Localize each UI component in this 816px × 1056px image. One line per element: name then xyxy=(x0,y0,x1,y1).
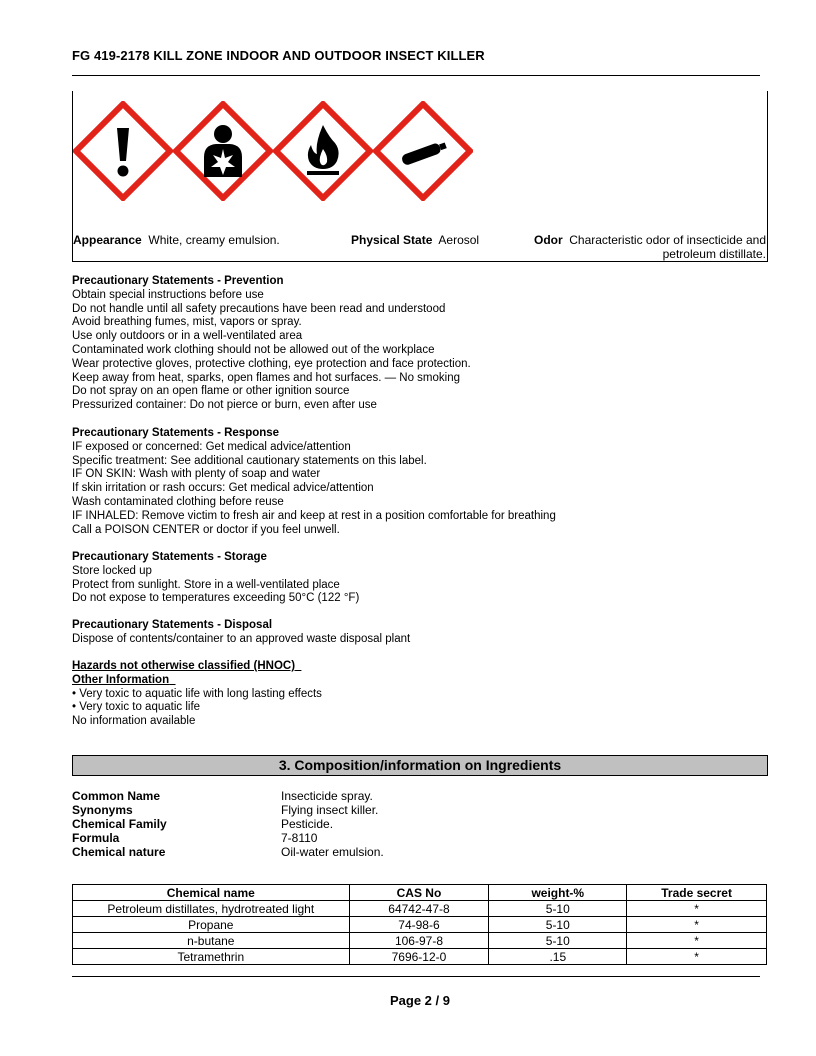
table-cell: 7696-12-0 xyxy=(349,949,489,965)
table-cell: * xyxy=(627,901,767,917)
table-row xyxy=(73,917,767,933)
hnoc-line: No information available xyxy=(72,715,196,728)
response-line: Wash contaminated clothing before reuse xyxy=(72,495,284,508)
disposal-heading: Precautionary Statements - Disposal xyxy=(72,619,273,631)
table-cell: 106-97-8 xyxy=(349,933,489,949)
physical-state-value: Aerosol xyxy=(438,233,480,247)
table-header-row xyxy=(73,885,767,901)
hnoc-line: • Very toxic to aquatic life xyxy=(72,701,201,714)
table-cell: * xyxy=(627,933,767,949)
response-line: If skin irritation or rash occurs: Get medical advice/attention xyxy=(72,482,374,495)
ingredients-table xyxy=(72,884,767,965)
table-row xyxy=(73,901,767,917)
response-line: Call a POISON CENTER or doctor if you feel unwell. xyxy=(72,523,340,536)
table-cell: * xyxy=(627,917,767,933)
response-section xyxy=(72,427,556,537)
prevention-line: Keep away from heat, sparks, open flames and hot surfaces. — No smoking xyxy=(72,371,460,384)
prevention-heading: Precautionary Statements - Prevention xyxy=(72,275,284,287)
column-header: CAS No xyxy=(349,885,489,901)
exclamation-pictogram-icon xyxy=(73,101,173,201)
table-row xyxy=(73,949,767,965)
other-information-text: Other Information xyxy=(72,673,170,686)
hnoc-line: • Very toxic to aquatic life with long lasting effects xyxy=(72,687,322,700)
response-line: IF ON SKIN: Wash with plenty of soap and water xyxy=(72,468,321,481)
odor-value xyxy=(506,233,766,261)
odor-value-line: Characteristic odor of insecticide and xyxy=(569,233,766,247)
synonyms-label: Synonyms xyxy=(72,803,133,817)
storage-line: Protect from sunlight. Store in a well-ventilated place xyxy=(72,578,340,591)
table-cell: 74-98-6 xyxy=(349,917,489,933)
common-name-label: Common Name xyxy=(72,789,161,803)
table-cell: .15 xyxy=(489,949,627,965)
chemical-nature-label: Chemical nature xyxy=(72,845,166,859)
hnoc-heading-text: Hazards not otherwise classified (HNOC) xyxy=(72,660,296,672)
header-rule xyxy=(72,75,760,76)
column-header: Chemical name xyxy=(73,885,350,901)
appearance-row xyxy=(73,233,280,247)
response-line: IF INHALED: Remove victim to fresh air and keep at rest in a position comfortable for breathing xyxy=(72,509,556,522)
table-cell: * xyxy=(627,949,767,965)
chemical-family-label: Chemical Family xyxy=(72,817,167,831)
document-title: FG 419-2178 KILL ZONE INDOOR AND OUTDOOR INSECT KILLER xyxy=(72,48,485,63)
prevention-line: Contaminated work clothing should not be allowed out of the workplace xyxy=(72,343,435,356)
prevention-line: Pressurized container: Do not pierce or burn, even after use xyxy=(72,399,377,412)
chemical-family-value: Pesticide. xyxy=(281,817,334,831)
page-number: Page 2 / 9 xyxy=(390,993,450,1008)
response-line: IF exposed or concerned: Get medical advice/attention xyxy=(72,440,351,453)
prevention-line: Obtain special instructions before use xyxy=(72,288,264,301)
prevention-line: Use only outdoors or in a well-ventilated area xyxy=(72,330,303,343)
gas-cylinder-pictogram-icon xyxy=(373,101,473,201)
table-cell: Propane xyxy=(73,917,350,933)
column-header: Trade secret xyxy=(627,885,767,901)
appearance-value: White, creamy emulsion. xyxy=(148,233,280,247)
health-hazard-pictogram-icon xyxy=(173,101,273,201)
table-cell: Petroleum distillates, hydrotreated light xyxy=(73,901,350,917)
hnoc-heading xyxy=(72,660,322,674)
table-cell: 5-10 xyxy=(489,901,627,917)
hnoc-section xyxy=(72,660,322,729)
odor-label: Odor xyxy=(534,233,563,247)
storage-section xyxy=(72,551,359,606)
section-3-banner: 3. Composition/information on Ingredients xyxy=(72,755,768,776)
table-cell: Tetramethrin xyxy=(73,949,350,965)
table-row xyxy=(73,933,767,949)
table-cell: 5-10 xyxy=(489,917,627,933)
prevention-line: Do not spray on an open flame or other ignition source xyxy=(72,385,350,398)
synonyms-value: Flying insect killer. xyxy=(281,803,379,817)
response-heading: Precautionary Statements - Response xyxy=(72,427,280,439)
physical-state-label: Physical State xyxy=(351,233,433,247)
flame-pictogram-icon xyxy=(273,101,373,201)
storage-heading: Precautionary Statements - Storage xyxy=(72,551,267,563)
prevention-line: Avoid breathing fumes, mist, vapors or spray. xyxy=(72,316,302,329)
prevention-line: Do not handle until all safety precautions have been read and understood xyxy=(72,302,446,315)
prevention-line: Wear protective gloves, protective clothing, eye protection and face protection. xyxy=(72,357,471,370)
prevention-section xyxy=(72,275,471,413)
column-header: weight-% xyxy=(489,885,627,901)
appearance-label: Appearance xyxy=(73,233,142,247)
disposal-line: Dispose of contents/container to an approved waste disposal plant xyxy=(72,632,411,645)
response-line: Specific treatment: See additional cautionary statements on this label. xyxy=(72,454,427,467)
disposal-section xyxy=(72,619,410,647)
table-cell: 5-10 xyxy=(489,933,627,949)
formula-label: Formula xyxy=(72,831,120,845)
physical-state-row xyxy=(351,233,479,247)
odor-value-line: petroleum distillate. xyxy=(662,247,766,261)
table-cell: 64742-47-8 xyxy=(349,901,489,917)
other-information-heading xyxy=(72,674,322,688)
common-name-value: Insecticide spray. xyxy=(281,789,373,803)
table-cell: n-butane xyxy=(73,933,350,949)
storage-line: Store locked up xyxy=(72,564,152,577)
chemical-nature-value: Oil-water emulsion. xyxy=(281,845,384,859)
footer-rule xyxy=(72,976,760,977)
storage-line: Do not expose to temperatures exceeding 50°C (122 °F) xyxy=(72,592,360,605)
formula-value: 7-8110 xyxy=(281,831,318,845)
